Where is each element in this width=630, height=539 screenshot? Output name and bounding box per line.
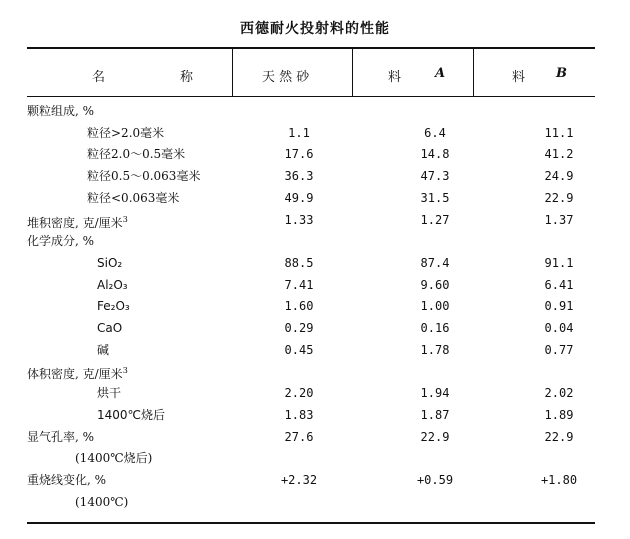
cell-c2: 87.4 bbox=[420, 255, 450, 270]
cell-c2: 9.60 bbox=[420, 277, 450, 292]
cell-c3: 22.9 bbox=[544, 190, 574, 205]
row-label: 显气孔率, % bbox=[27, 429, 95, 444]
row-label: SiO₂ bbox=[97, 255, 123, 270]
cell-c2: 1.87 bbox=[420, 407, 450, 422]
column-divider bbox=[232, 49, 233, 96]
cell-c3: 2.02 bbox=[544, 386, 574, 401]
cell-c1: 1.33 bbox=[284, 212, 314, 227]
table-row bbox=[27, 318, 595, 338]
table-row bbox=[27, 123, 595, 143]
unit-superscript: 3 bbox=[122, 214, 128, 224]
table-row bbox=[27, 470, 595, 490]
table-row bbox=[27, 361, 595, 381]
header-material-b-label: 料 bbox=[512, 70, 526, 85]
column-divider bbox=[352, 49, 353, 96]
cell-c3: 0.77 bbox=[544, 342, 574, 357]
cell-c2: +0.59 bbox=[416, 472, 454, 487]
cell-c2: 14.8 bbox=[420, 147, 450, 162]
row-label: 碱 bbox=[97, 342, 110, 357]
cell-c2: 1.00 bbox=[420, 299, 450, 314]
cell-c2: 6.4 bbox=[424, 125, 446, 140]
row-label: Al₂O₃ bbox=[97, 277, 128, 292]
cell-c2: 1.27 bbox=[420, 212, 450, 227]
row-label: 粒径<0.063毫米 bbox=[87, 190, 180, 205]
header-material-a-label: 料 bbox=[388, 70, 402, 85]
unit-superscript: 3 bbox=[122, 366, 128, 376]
row-label: (1400℃) bbox=[75, 494, 129, 509]
cell-c3: 22.9 bbox=[544, 429, 574, 444]
row-label: 粒径0.5～0.063毫米 bbox=[87, 169, 201, 184]
row-label: 颗粒组成, % bbox=[27, 104, 95, 118]
cell-c3: 41.2 bbox=[544, 147, 574, 162]
cell-c1: 1.83 bbox=[284, 407, 314, 422]
header-bottom-rule bbox=[27, 96, 595, 97]
cell-c2: 0.16 bbox=[420, 321, 450, 335]
table-row bbox=[27, 427, 595, 447]
cell-c2: 1.94 bbox=[420, 386, 450, 401]
row-label: 1400℃烧后 bbox=[97, 407, 166, 422]
row-label: 化学成分, % bbox=[27, 234, 95, 249]
cell-c1: 27.6 bbox=[284, 429, 314, 444]
cell-c3: 0.04 bbox=[544, 321, 574, 335]
cell-c3: 11.1 bbox=[544, 125, 574, 140]
cell-c1: 2.20 bbox=[284, 386, 314, 401]
table-row bbox=[27, 101, 595, 121]
cell-c3: 1.89 bbox=[544, 407, 574, 422]
table-row bbox=[27, 144, 595, 164]
row-label: 重烧线变化, % bbox=[27, 472, 107, 487]
cell-c3: 91.1 bbox=[544, 255, 574, 270]
row-label: 体积密度, 克/厘米$^3$ bbox=[27, 366, 128, 382]
table-row bbox=[27, 275, 595, 295]
table-row bbox=[27, 340, 595, 360]
table-bottom-rule bbox=[27, 522, 595, 524]
row-label: 粒径2.0～0.5毫米 bbox=[87, 147, 186, 162]
cell-c1: 1.60 bbox=[284, 299, 314, 314]
header-material-a-letter: A bbox=[435, 66, 446, 81]
table-row bbox=[27, 231, 595, 251]
cell-c2: 47.3 bbox=[420, 169, 450, 184]
cell-c2: 1.78 bbox=[420, 342, 450, 357]
cell-c3: 1.37 bbox=[544, 212, 574, 227]
cell-c1: 1.1 bbox=[288, 125, 310, 140]
table-row bbox=[27, 188, 595, 208]
table-row bbox=[27, 405, 595, 425]
table-row bbox=[27, 296, 595, 316]
cell-c1: 49.9 bbox=[284, 190, 314, 205]
row-label: Fe₂O₃ bbox=[97, 299, 130, 314]
table-row bbox=[27, 253, 595, 273]
header-natural-sand: 天 然 砂 bbox=[262, 70, 310, 85]
cell-c3: 24.9 bbox=[544, 169, 574, 184]
row-label: 粒径>2.0毫米 bbox=[87, 125, 165, 140]
cell-c3: +1.80 bbox=[540, 472, 578, 487]
cell-c1: +2.32 bbox=[280, 472, 318, 487]
table-row bbox=[27, 210, 595, 230]
cell-c1: 7.41 bbox=[284, 277, 314, 292]
header-name-part1: 名 bbox=[92, 70, 106, 85]
column-divider bbox=[473, 49, 474, 96]
header-name-part2: 称 bbox=[180, 70, 194, 85]
row-label: 堆积密度, 克/厘米$^3$ bbox=[27, 214, 128, 230]
table-row bbox=[27, 166, 595, 186]
cell-c2: 31.5 bbox=[420, 190, 450, 205]
cell-c1: 0.29 bbox=[284, 321, 314, 335]
cell-c1: 0.45 bbox=[284, 342, 314, 357]
table-title: 西德耐火投射料的性能 bbox=[240, 21, 390, 37]
cell-c1: 36.3 bbox=[284, 169, 314, 184]
cell-c2: 22.9 bbox=[420, 429, 450, 444]
table-row bbox=[27, 383, 595, 403]
cell-c1: 17.6 bbox=[284, 147, 314, 162]
cell-c1: 88.5 bbox=[284, 255, 314, 270]
table-row bbox=[27, 492, 595, 512]
cell-c3: 6.41 bbox=[544, 277, 574, 292]
row-label: CaO bbox=[97, 321, 123, 335]
cell-c3: 0.91 bbox=[544, 299, 574, 314]
row-label: (1400℃烧后) bbox=[75, 451, 153, 466]
header-material-b-letter: B bbox=[556, 66, 567, 81]
row-label: 烘干 bbox=[97, 386, 122, 401]
table-row bbox=[27, 448, 595, 468]
table-top-rule bbox=[27, 47, 595, 49]
